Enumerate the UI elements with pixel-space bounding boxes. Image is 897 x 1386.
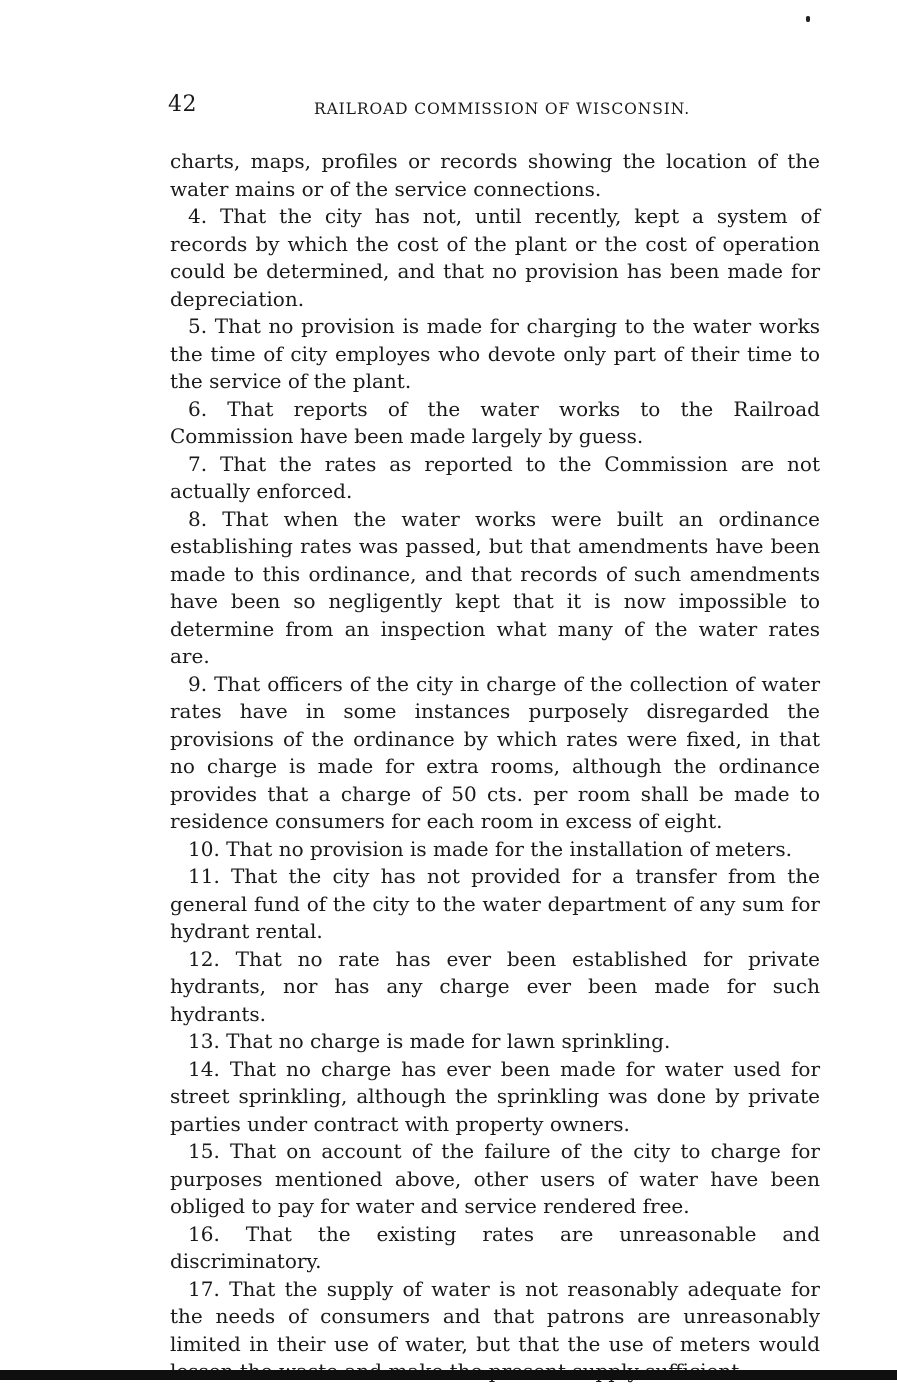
paragraph-item-9: 9. That officers of the city in charge of the collection of water rates have in some instances purposely disregarded the provisions of the ordinance by which rates were fixed, in that no charge is made for extra rooms, although the ordinance provides that a charge of 50 cts. per room shall be made to residence consumers for each room in excess of eight. bbox=[170, 671, 820, 833]
paragraph-item-5: 5. That no provision is made for charging to the water works the time of city employes who devote only part of their time to the service of the plant. bbox=[170, 314, 820, 393]
paragraph-item-7: 7. That the rates as reported to the Commission are not actually enforced. bbox=[170, 451, 820, 503]
paragraph-item-16: 16. That the existing rates are unreasonable and discriminatory. bbox=[170, 1221, 820, 1273]
scan-bottom-edge bbox=[0, 1370, 897, 1380]
paragraph-item-13: 13. That no charge is made for lawn sprinkling. bbox=[188, 1029, 671, 1053]
running-header: RAILROAD COMMISSION OF WISCONSIN. bbox=[314, 100, 691, 118]
page-number: 42 bbox=[168, 92, 197, 117]
body-text bbox=[170, 148, 820, 1386]
paragraph-item-11: 11. That the city has not provided for a transfer from the general fund of the city to the water department of any sum for hydrant rental. bbox=[170, 864, 820, 943]
paragraph-item-10: 10. That no provision is made for the installation of meters. bbox=[188, 836, 792, 861]
paragraph-item-12: 12. That no rate has ever been established for private hydrants, nor has any charge ever been made for such hydrants. bbox=[170, 946, 820, 1026]
paragraph-continuation: charts, maps, profiles or records showing the location of the water mains or of the service connections. bbox=[170, 149, 820, 201]
paragraph-item-6: 6. That reports of the water works to the Railroad Commission have been made largely by guess. bbox=[170, 396, 820, 448]
paragraph-item-15: 15. That on account of the failure of the city to charge for purposes mentioned above, other users of water have been obliged to pay for water and service rendered free. bbox=[170, 1139, 820, 1218]
paragraph-item-8: 8. That when the water works were built an ordinance establishing rates was passed, but that amendments have been made to this ordinance, and that records of such amendments have been so negligently kept that it is now impossible to determine from an inspection what many of the water rates are. bbox=[170, 506, 820, 668]
paragraph-item-17: 17. That the supply of water is not reasonably adequate for the needs of consumers and that patrons are unreasonably limited in their use of water, but that the use of meters would bbox=[170, 1276, 820, 1356]
ink-speck bbox=[806, 16, 810, 22]
paragraph-item-14: 14. That no charge has ever been made for water used for street sprinkling, although the sprinkling was done by private parties under contract with property owners. bbox=[170, 1056, 820, 1136]
paragraph-item-4: 4. That the city has not, until recently, kept a system of records by which the cost of the plant or the cost of operation could be determined, and that no provision has been made for depreciation. bbox=[170, 204, 820, 311]
